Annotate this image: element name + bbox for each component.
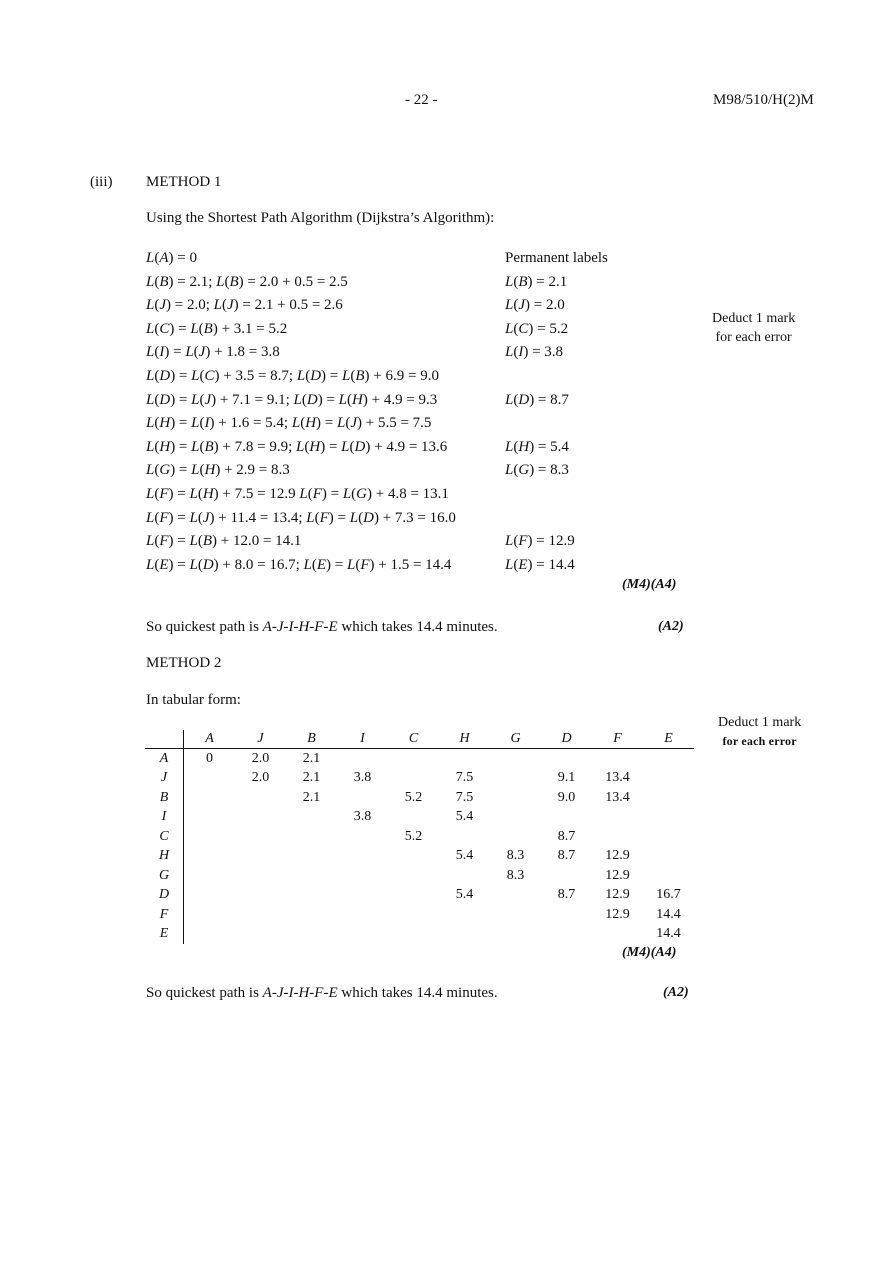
table-cell: 16.7 <box>656 887 681 903</box>
table-cell <box>643 808 694 828</box>
row-label: E <box>159 926 169 942</box>
column-header: I <box>337 730 388 749</box>
table-cell: 2.1 <box>302 770 321 786</box>
table-row <box>145 925 694 945</box>
table-cell <box>592 925 643 945</box>
working-line: L(B) = 2.1; L(B) = 2.0 + 0.5 = 2.5 <box>146 273 348 290</box>
table-cell: 8.3 <box>506 848 525 864</box>
table-cell <box>541 925 592 945</box>
table-row <box>145 905 694 925</box>
table-cell: 3.8 <box>353 809 372 825</box>
table-row <box>145 866 694 886</box>
working-line: L(H) = L(I) + 1.6 = 5.4; L(H) = L(J) + 5.5 = 7.5 <box>146 415 432 432</box>
table-cell <box>541 808 592 828</box>
working-line: L(F) = L(H) + 7.5 = 12.9 L(F) = L(G) + 4.8 = 13.1 <box>146 486 449 502</box>
table-row <box>145 847 694 867</box>
table-cell: 13.4 <box>605 789 630 805</box>
table-cell <box>490 788 541 808</box>
table-cell: 2.1 <box>302 750 321 766</box>
column-header: F <box>592 730 643 749</box>
permanent-labels-heading: Permanent labels <box>505 250 608 266</box>
table-cell <box>439 905 490 925</box>
table-cell <box>388 925 439 945</box>
column-header: G <box>490 730 541 749</box>
table-cell <box>490 886 541 906</box>
table-cell <box>184 847 236 867</box>
table-cell: 5.4 <box>455 887 474 903</box>
table-cell <box>643 847 694 867</box>
working-line: L(G) = L(H) + 2.9 = 8.3 <box>146 462 290 479</box>
part-label: (iii) <box>90 174 113 190</box>
table-cell: 2.1 <box>302 789 321 805</box>
table-cell <box>184 788 236 808</box>
table-cell <box>490 808 541 828</box>
working-line: L(C) = L(B) + 3.1 = 5.2 <box>146 320 288 337</box>
working-line: L(I) = L(J) + 1.8 = 3.8 <box>146 344 280 361</box>
table-cell <box>490 749 541 769</box>
table-cell: 14.4 <box>656 906 681 922</box>
table-cell: 3.8 <box>353 770 372 786</box>
row-label: D <box>158 887 170 903</box>
table-cell <box>286 925 337 945</box>
dijkstra-table <box>145 730 694 944</box>
table-cell: 12.9 <box>605 867 630 883</box>
table-cell: 0 <box>184 749 236 769</box>
table-cell: 12.9 <box>605 906 630 922</box>
working-line: L(A) = 0 <box>146 250 197 266</box>
table-cell <box>541 905 592 925</box>
table-cell <box>337 788 388 808</box>
method2-deduct-note <box>718 713 801 751</box>
table-cell <box>184 827 236 847</box>
table-cell <box>184 866 236 886</box>
table-row <box>145 769 694 789</box>
working-line: L(J) = 2.0; L(J) = 2.1 + 0.5 = 2.6 <box>146 297 343 314</box>
column-header: J <box>235 730 286 749</box>
method1-intro: Using the Shortest Path Algorithm (Dijkstra’s Algorithm): <box>146 210 495 226</box>
working-line: L(F) = L(J) + 11.4 = 13.4; L(F) = L(D) + 7.3 = 16.0 <box>146 509 456 526</box>
table-cell <box>235 808 286 828</box>
method1-deduct-note <box>712 309 795 347</box>
method2-title: METHOD 2 <box>146 655 222 671</box>
table-cell: 8.7 <box>557 887 576 903</box>
permanent-label: L(C) = 5.2 <box>505 320 569 337</box>
table-cell <box>337 847 388 867</box>
permanent-label: L(I) = 3.8 <box>505 344 564 361</box>
table-cell <box>184 905 236 925</box>
table-cell <box>592 827 643 847</box>
permanent-label: L(G) = 8.3 <box>505 462 569 479</box>
table-cell <box>235 827 286 847</box>
table-cell <box>337 749 388 769</box>
row-label: B <box>159 789 169 805</box>
table-cell <box>235 905 286 925</box>
table-cell: 2.0 <box>251 770 270 786</box>
table-cell <box>184 925 236 945</box>
column-header: C <box>388 730 439 749</box>
method1-note-line2: for each error <box>715 330 792 345</box>
method1-marks: (M4)(A4) <box>622 577 677 592</box>
table-cell <box>388 905 439 925</box>
row-label: C <box>159 828 169 844</box>
method1-title: METHOD 1 <box>146 174 222 190</box>
method1-note-line1: Deduct 1 mark <box>712 311 796 326</box>
permanent-label: L(D) = 8.7 <box>505 391 569 408</box>
method1-conclusion: So quickest path is A-J-I-H-F-E which takes 14.4 minutes. <box>146 619 498 635</box>
table-cell: 12.9 <box>605 887 630 903</box>
table-row <box>145 788 694 808</box>
permanent-label: L(H) = 5.4 <box>505 438 569 455</box>
table-cell: 7.5 <box>455 770 474 786</box>
table-cell <box>184 886 236 906</box>
table-cell <box>541 749 592 769</box>
table-cell: 5.4 <box>455 809 474 825</box>
row-label: G <box>158 867 170 883</box>
table-cell <box>286 847 337 867</box>
table-cell <box>490 905 541 925</box>
row-label: I <box>161 809 167 825</box>
table-cell <box>439 925 490 945</box>
table-row <box>145 808 694 828</box>
table-cell: 9.0 <box>557 789 576 805</box>
table-cell <box>388 808 439 828</box>
table-cell <box>388 847 439 867</box>
table-cell <box>286 808 337 828</box>
table-cell <box>235 866 286 886</box>
table-cell <box>490 925 541 945</box>
table-cell <box>388 769 439 789</box>
table-cell <box>490 769 541 789</box>
table-cell <box>643 788 694 808</box>
table-cell: 2.0 <box>251 750 270 766</box>
table-cell: 5.2 <box>404 828 423 844</box>
table-cell <box>388 749 439 769</box>
table-cell: 14.4 <box>656 926 681 942</box>
table-cell: 7.5 <box>455 789 474 805</box>
table-cell <box>439 827 490 847</box>
table-cell <box>592 808 643 828</box>
column-header: B <box>286 730 337 749</box>
method2-conclusion-mark: (A2) <box>663 985 689 1000</box>
table-cell <box>439 866 490 886</box>
table-cell <box>541 866 592 886</box>
table-cell <box>286 827 337 847</box>
column-header: A <box>184 730 236 749</box>
table-cell <box>235 847 286 867</box>
table-cell: 5.2 <box>404 789 423 805</box>
method1-conclusion-mark: (A2) <box>658 619 684 634</box>
table-cell: 8.7 <box>557 828 576 844</box>
table-cell <box>235 788 286 808</box>
table-row <box>145 749 694 769</box>
table-cell <box>643 827 694 847</box>
table-cell <box>643 749 694 769</box>
working-line: L(D) = L(J) + 7.1 = 9.1; L(D) = L(H) + 4.9 = 9.3 <box>146 391 438 408</box>
table-cell: 5.4 <box>455 848 474 864</box>
table-cell <box>337 925 388 945</box>
method2-note-line2: for each error <box>722 734 797 748</box>
table-cell <box>337 866 388 886</box>
table-cell <box>388 866 439 886</box>
row-label: J <box>160 770 168 786</box>
table-cell: 8.3 <box>506 867 525 883</box>
table-cell <box>235 925 286 945</box>
permanent-label: L(B) = 2.1 <box>505 273 568 290</box>
method2-conclusion: So quickest path is A-J-I-H-F-E which takes 14.4 minutes. <box>146 985 498 1001</box>
row-label: H <box>158 848 170 864</box>
table-cell <box>337 827 388 847</box>
table-cell <box>337 905 388 925</box>
table-header-row <box>145 730 694 749</box>
table-cell <box>337 886 388 906</box>
table-corner <box>145 730 184 749</box>
working-line: L(D) = L(C) + 3.5 = 8.7; L(D) = L(B) + 6.9 = 9.0 <box>146 368 439 384</box>
page-number: - 22 - <box>405 92 438 108</box>
table-cell <box>490 827 541 847</box>
table-body <box>145 749 694 945</box>
table-cell <box>286 886 337 906</box>
permanent-label: L(E) = 14.4 <box>505 556 575 573</box>
paper-code: M98/510/H(2)M <box>713 92 814 108</box>
row-label: F <box>159 906 169 922</box>
table-cell <box>388 886 439 906</box>
table-cell: 13.4 <box>605 770 630 786</box>
table-row <box>145 886 694 906</box>
working-line: L(F) = L(B) + 12.0 = 14.1 <box>146 533 302 550</box>
working-line: L(H) = L(B) + 7.8 = 9.9; L(H) = L(D) + 4.9 = 13.6 <box>146 438 448 455</box>
permanent-label: L(J) = 2.0 <box>505 297 565 314</box>
table-cell <box>286 866 337 886</box>
method2-note-line1: Deduct 1 mark <box>718 715 802 730</box>
column-header: H <box>439 730 490 749</box>
working-line: L(E) = L(D) + 8.0 = 16.7; L(E) = L(F) + 1.5 = 14.4 <box>146 556 452 573</box>
table-row <box>145 827 694 847</box>
method2-marks: (M4)(A4) <box>622 945 677 960</box>
table-cell <box>184 769 236 789</box>
table-cell <box>286 905 337 925</box>
table-cell <box>184 808 236 828</box>
table-cell: 8.7 <box>557 848 576 864</box>
table-cell <box>235 886 286 906</box>
method2-intro: In tabular form: <box>146 692 241 708</box>
table-cell: 12.9 <box>605 848 630 864</box>
column-header: D <box>541 730 592 749</box>
table-cell: 9.1 <box>557 770 576 786</box>
table-cell <box>439 749 490 769</box>
table-cell <box>643 769 694 789</box>
row-label: A <box>159 750 169 766</box>
table-cell <box>643 866 694 886</box>
table-cell <box>592 749 643 769</box>
permanent-label: L(F) = 12.9 <box>505 533 575 550</box>
column-header: E <box>643 730 694 749</box>
